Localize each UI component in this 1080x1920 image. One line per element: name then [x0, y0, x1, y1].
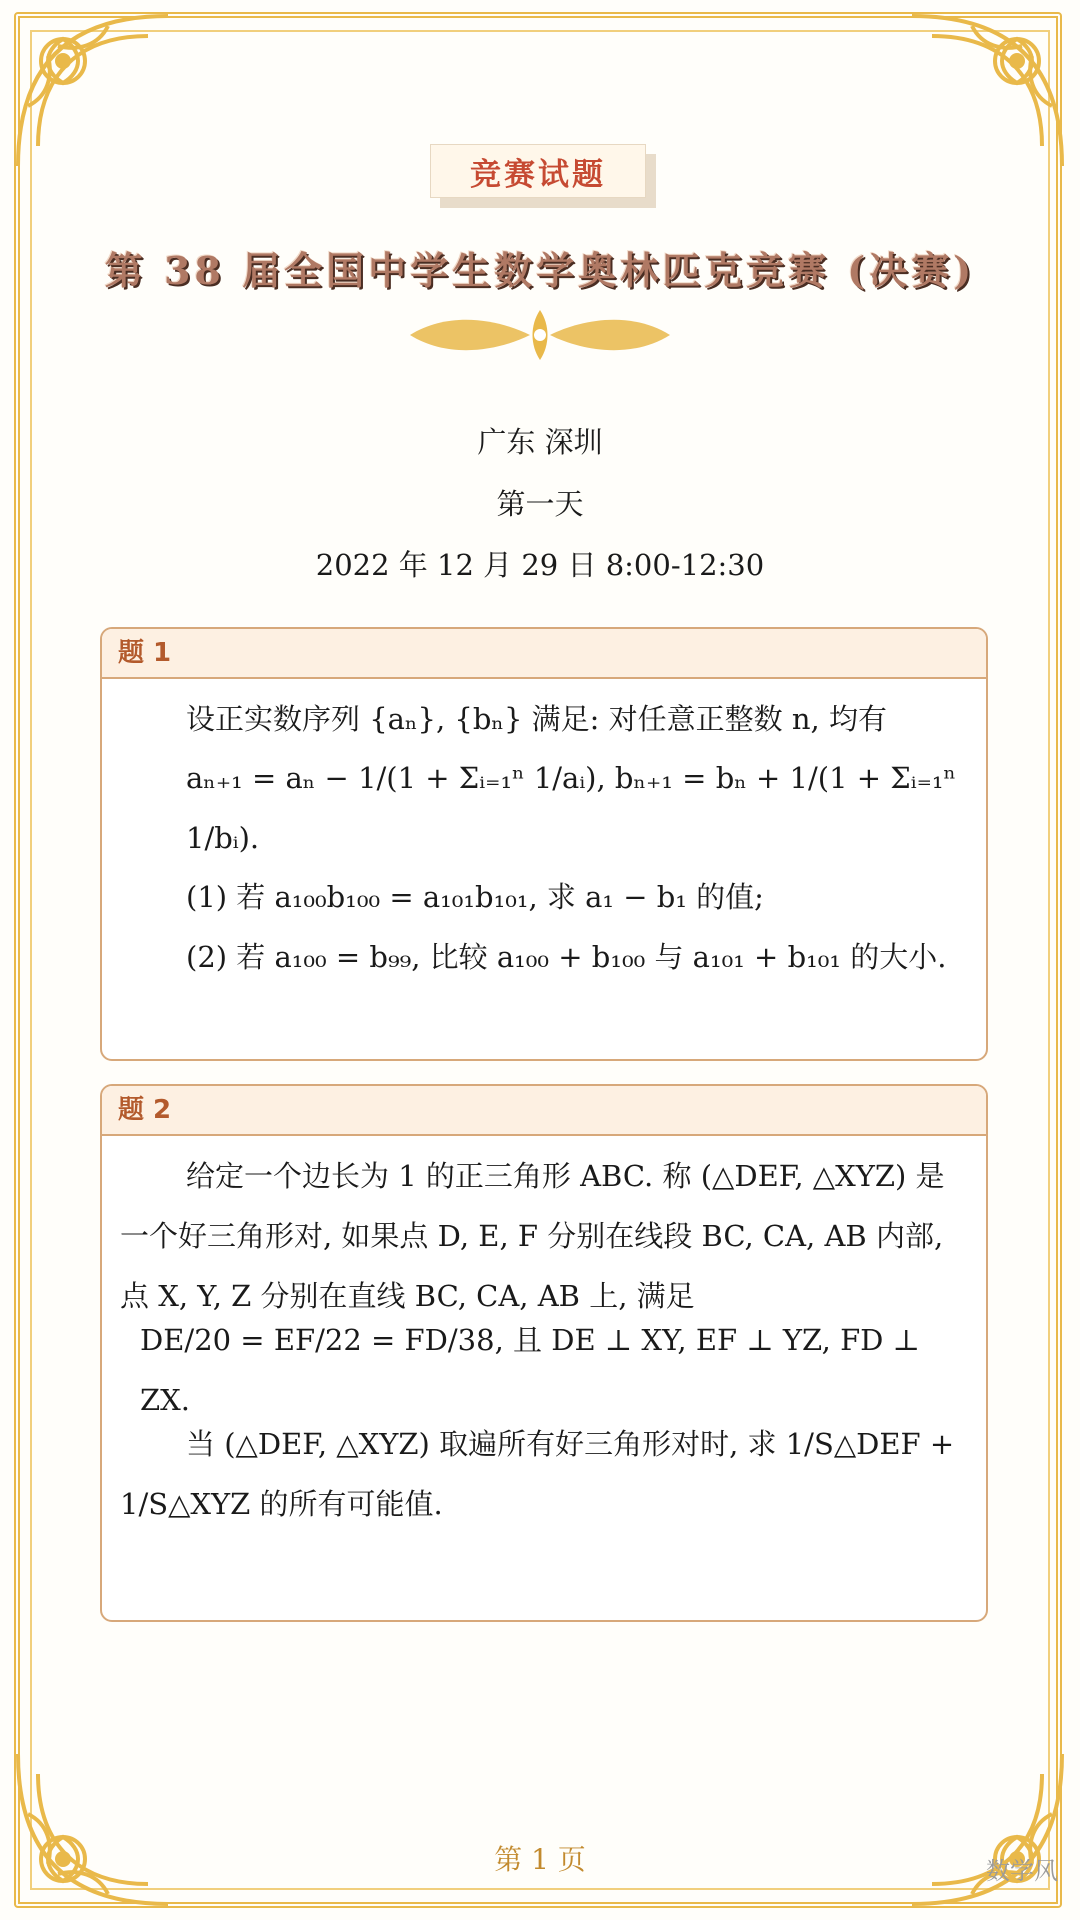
problem-2-box — [100, 1084, 988, 1622]
page-title: 第 38 届全国中学生数学奥林匹克竞赛 (决赛) — [104, 248, 976, 293]
problem-2-formula — [120, 1323, 968, 1417]
problem-1-formula — [120, 749, 968, 867]
problem-2-label: 题 2 — [102, 1086, 986, 1136]
page-number: 第 1 页 — [494, 1843, 586, 1876]
exam-location: 广东 深圳 — [477, 425, 603, 459]
exam-date: 2022 年 12 月 29 日 8:00-12:30 — [315, 548, 765, 582]
watermark: 数学风 — [986, 1857, 1058, 1885]
ornament-corner-icon — [8, 1744, 178, 1914]
section-tag: 竞赛试题 — [430, 144, 646, 198]
problem-1-box — [100, 627, 988, 1061]
ornament-corner-icon — [902, 1744, 1072, 1914]
problem-1-part-2: (2) 若 a₁₀₀ = b₉₉, 比较 a₁₀₀ + b₁₀₀ 与 a₁₀₁ + b₁₀₁ 的大小. — [186, 940, 947, 974]
title-flourish-icon — [400, 300, 680, 370]
ornament-corner-icon — [902, 6, 1072, 176]
problem-2-ask: 当 (△DEF, △XYZ) 取遍所有好三角形对时, 求 1/S△DEF + 1/S△XYZ 的所有可能值. — [120, 1427, 955, 1521]
problem-1-part-1: (1) 若 a₁₀₀b₁₀₀ = a₁₀₁b₁₀₁, 求 a₁ − b₁ 的值; — [186, 880, 764, 914]
ornament-corner-icon — [8, 6, 178, 176]
recurrence-formula: aₙ₊₁ = aₙ − 1/(1 + Σᵢ₌₁ⁿ 1/aᵢ), bₙ₊₁ = bₙ + 1/(1 + Σᵢ₌₁ⁿ 1/bᵢ). — [186, 761, 957, 855]
problem-1-intro: 设正实数序列 {aₙ}, {bₙ} 满足: 对任意正整数 n, 均有 — [186, 702, 887, 736]
problem-1-label: 题 1 — [102, 629, 986, 679]
ratio-condition: DE/20 = EF/22 = FD/38, 且 DE ⊥ XY, EF ⊥ YZ, FD ⊥ ZX. — [140, 1323, 920, 1417]
problem-2-text: 给定一个边长为 1 的正三角形 ABC. 称 (△DEF, △XYZ) 是一个好三角形对, 如果点 D, E, F 分别在线段 BC, CA, AB 内部, 点 X, Y, Z 分别在直线 BC, CA, AB 上, 满足 — [120, 1159, 945, 1313]
exam-day: 第一天 — [496, 487, 584, 521]
